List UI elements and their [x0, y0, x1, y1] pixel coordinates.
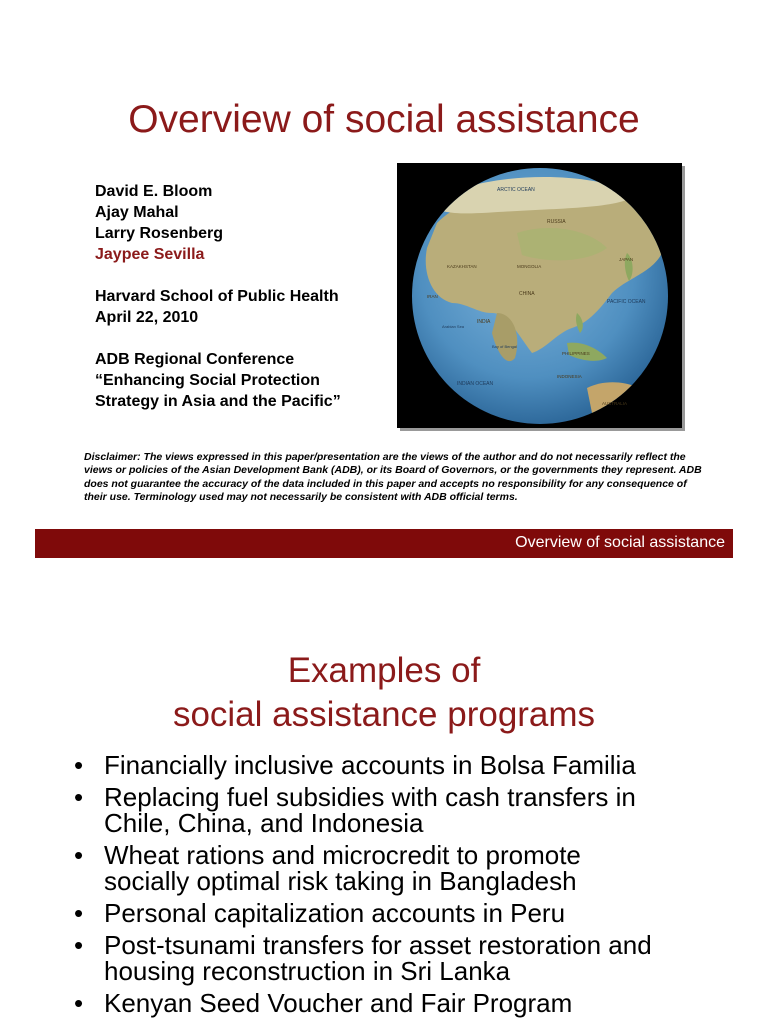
title-line: Examples of — [287, 651, 481, 690]
map-label: CHINA — [519, 291, 535, 297]
bullet-text: Chile, China, and Indonesia — [104, 808, 424, 838]
list-item — [74, 752, 754, 778]
conference-line: “Enhancing Social Protection — [95, 372, 320, 389]
map-label: RUSSIA — [547, 219, 566, 225]
map-label: INDIAN OCEAN — [457, 381, 494, 387]
footer-title: Overview of social assistance — [515, 534, 725, 551]
map-label: Bay of Bengal — [492, 344, 517, 349]
list-item — [74, 784, 754, 836]
bullet-text: Personal capitalization accounts in Peru — [104, 898, 566, 928]
author-name: Larry Rosenberg — [95, 225, 224, 242]
map-label: ARCTIC OCEAN — [497, 187, 535, 193]
bullet-icon: • — [74, 988, 84, 1018]
bullet-text: Replacing fuel subsidies with cash transfers in — [104, 782, 636, 812]
bullet-icon: • — [74, 840, 84, 870]
list-item — [74, 990, 754, 1016]
map-label: INDONESIA — [557, 374, 582, 379]
map-label: PHILIPPINES — [562, 351, 590, 356]
title-line: social assistance programs — [172, 695, 596, 734]
globe-icon — [397, 163, 682, 428]
map-label: KAZAKHSTAN — [447, 264, 477, 269]
bullet-icon: • — [74, 782, 84, 812]
author-name: Ajay Mahal — [95, 204, 179, 221]
bullet-icon: • — [74, 930, 84, 960]
bullet-list — [74, 752, 754, 1022]
map-label: JAPAN — [619, 257, 634, 262]
map-label: Arabian Sea — [442, 324, 465, 329]
author-name-highlighted: Jaypee Sevilla — [95, 246, 205, 263]
list-item — [74, 932, 754, 984]
globe-map-image — [397, 163, 682, 428]
disclaimer-text: Disclaimer: The views expressed in this paper/presentation are the views of the author and do not necessarily reflect the views or policies of the Asian Development Bank (ADB), or its Board of Governors, or the governments they represent. ADB does not guarantee the accuracy of the data included in this paper and accepts no responsibility for any consequence of their use. Terminology used may not necessarily be consistent with ADB official terms. — [84, 451, 702, 504]
bullet-text: Wheat rations and microcredit to promote — [104, 840, 581, 870]
author-block — [95, 181, 341, 412]
map-label: MONGOLIA — [517, 264, 542, 269]
bullet-text: Financially inclusive accounts in Bolsa Familia — [104, 750, 636, 780]
slide-title: Overview of social assistance — [128, 98, 640, 141]
bullet-text: Post-tsunami transfers for asset restoration and — [104, 930, 652, 960]
affiliation: Harvard School of Public Health — [95, 288, 339, 305]
bullet-text: Kenyan Seed Voucher and Fair Program — [104, 988, 573, 1018]
author-name: David E. Bloom — [95, 183, 213, 200]
presentation-date: April 22, 2010 — [95, 309, 199, 326]
map-label: PACIFIC OCEAN — [607, 299, 646, 305]
conference-line: ADB Regional Conference — [95, 351, 295, 368]
list-item — [74, 842, 754, 894]
bullet-text: housing reconstruction in Sri Lanka — [104, 956, 511, 986]
map-label: IRAN — [427, 294, 438, 299]
map-label: AUSTRALIA — [602, 401, 628, 406]
slide-title — [0, 649, 768, 737]
bullet-text: socially optimal risk taking in Bangladesh — [104, 866, 577, 896]
slide-footer-bar — [35, 529, 733, 558]
bullet-icon: • — [74, 750, 84, 780]
conference-line: Strategy in Asia and the Pacific” — [95, 393, 341, 410]
bullet-icon: • — [74, 898, 84, 928]
list-item — [74, 900, 754, 926]
map-label: INDIA — [477, 319, 491, 325]
